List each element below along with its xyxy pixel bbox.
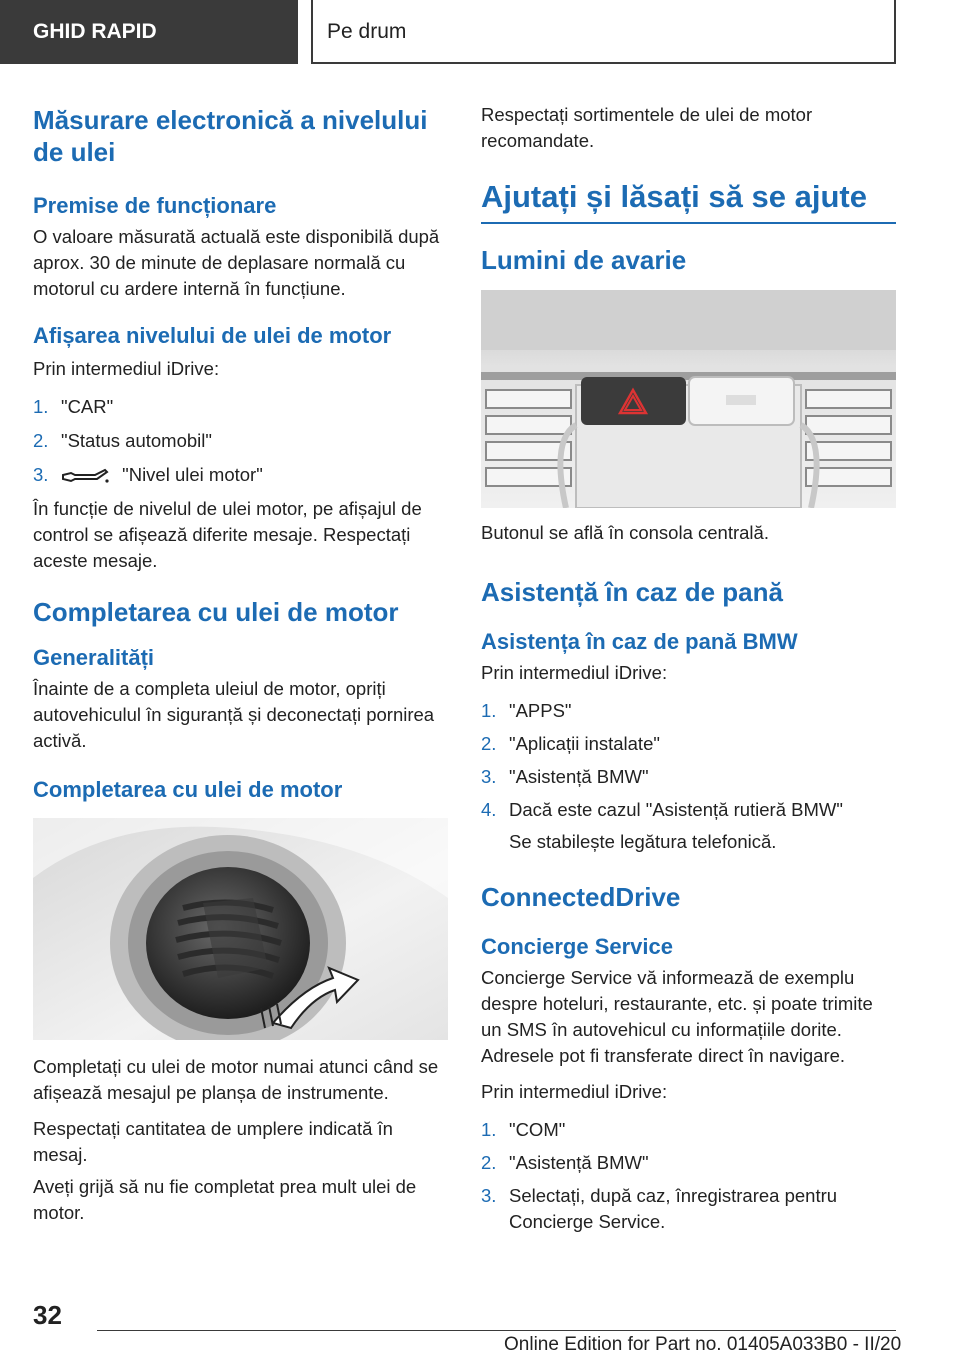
title-concierge: Concierge Service: [481, 934, 673, 959]
afisare-intro: Prin intermediul iDrive:: [33, 358, 220, 379]
step-number: 3.: [481, 1185, 497, 1206]
concierge-text: Concierge Service vă informează de exemplu despre hoteluri, restaurante, etc. și poate trimite un SMS în autovehicul cu informațiile dorite. Adresele pot fi transferate direct în navigare.: [481, 967, 873, 1066]
title-generalitati: Generalități: [33, 645, 155, 670]
lumini-caption: Butonul se află în consola centrală.: [481, 522, 769, 543]
list-item: [33, 428, 448, 454]
step-text: "APPS": [509, 700, 572, 721]
step-text: Dacă este cazul "Asistență rutieră BMW": [509, 799, 843, 820]
asistenta-steps: [481, 698, 896, 823]
title-asistenta: Asistență în caz de pană: [481, 577, 783, 607]
oil-can-icon: [61, 467, 109, 485]
hazard-console-illustration: [481, 290, 896, 508]
hazard-button-image: [481, 290, 896, 508]
afisare-note: În funcție de nivelul de ulei motor, pe afișajul de control se afișează diferite mesaje. Respectați aceste mesaje.: [33, 498, 422, 571]
step-text: "CAR": [61, 396, 114, 417]
title-oil-measurement: Măsurare electronică a nivelului de ulei: [33, 105, 428, 167]
list-item: [481, 731, 896, 757]
oil-filler-cap-image: [33, 818, 448, 1040]
oil-filler-cap-illustration: [33, 818, 448, 1040]
step-text: "COM": [509, 1119, 566, 1140]
step-number: 4.: [481, 799, 497, 820]
left-column: [33, 100, 448, 1226]
step-text: "Aplicații instalate": [509, 733, 660, 754]
footer-edition: Online Edition for Part no. 01405A033B0 - II/20: [504, 1334, 902, 1355]
title-connected-drive: ConnectedDrive: [481, 882, 681, 912]
right-column: [481, 100, 896, 1235]
afisare-steps: [33, 394, 448, 488]
concierge-steps: [481, 1117, 896, 1235]
step-number: 2.: [481, 1152, 497, 1173]
page-number: 32: [33, 1300, 62, 1330]
list-item: [33, 394, 448, 420]
step-number: 2.: [33, 430, 49, 451]
concierge-intro: Prin intermediul iDrive:: [481, 1081, 668, 1102]
list-item: [481, 698, 896, 724]
list-item: [481, 797, 896, 823]
title-afisare: Afișarea nivelului de ulei de motor: [33, 323, 392, 348]
footer-divider: [97, 1330, 896, 1331]
premise-text: O valoare măsurată actuală este disponibilă după aprox. 30 de minute de deplasare normală cu motorul cu ardere internă în funcțiune.: [33, 226, 440, 299]
step-number: 2.: [481, 733, 497, 754]
step-number: 3.: [481, 766, 497, 787]
title-premise: Premise de funcționare: [33, 193, 277, 218]
title-asistenta-bmw: Asistența în caz de pană BMW: [481, 629, 798, 654]
step-number: 1.: [481, 1119, 497, 1140]
completare-text-1: Completați cu ulei de motor numai atunci când se afișează mesajul pe planșa de instrumente.: [33, 1056, 439, 1103]
intro-text: Respectați sortimentele de ulei de motor recomandate.: [481, 104, 813, 151]
step-text: Selectați, după caz, înregistrarea pentru Concierge Service.: [509, 1185, 838, 1232]
completare-text-3: Aveți grijă să nu fie completat prea mult ulei de motor.: [33, 1176, 417, 1223]
step-text: "Nivel ulei motor": [122, 464, 263, 485]
step-text: "Status automobil": [61, 430, 212, 451]
step-text: "Asistență BMW": [509, 1152, 649, 1173]
title-completare-sub: Completarea cu ulei de motor: [33, 777, 343, 802]
header-section-title: Pe drum: [311, 0, 896, 64]
completare-text-2: Respectați cantitatea de umplere indicată în mesaj.: [33, 1118, 393, 1165]
header-tab: GHID RAPID: [0, 0, 298, 64]
step-number: 1.: [481, 700, 497, 721]
step-number: 3.: [33, 464, 49, 485]
title-ajutati: Ajutați și lăsați să se ajute: [481, 176, 896, 224]
list-item: [481, 1183, 896, 1235]
list-item: [481, 1117, 896, 1143]
title-lumini: Lumini de avarie: [481, 245, 687, 275]
step-text: "Asistență BMW": [509, 766, 649, 787]
list-item: [481, 764, 896, 790]
list-item: [481, 1150, 896, 1176]
asistenta-intro: Prin intermediul iDrive:: [481, 662, 668, 683]
title-completare: Completarea cu ulei de motor: [33, 597, 399, 627]
generalitati-text: Înainte de a completa uleiul de motor, opriți autovehiculul în siguranță și deconectați pornirea activă.: [33, 678, 435, 751]
step-number: 1.: [33, 396, 49, 417]
asistenta-note: Se stabilește legătura telefonică.: [509, 831, 777, 852]
list-item: [33, 462, 448, 488]
